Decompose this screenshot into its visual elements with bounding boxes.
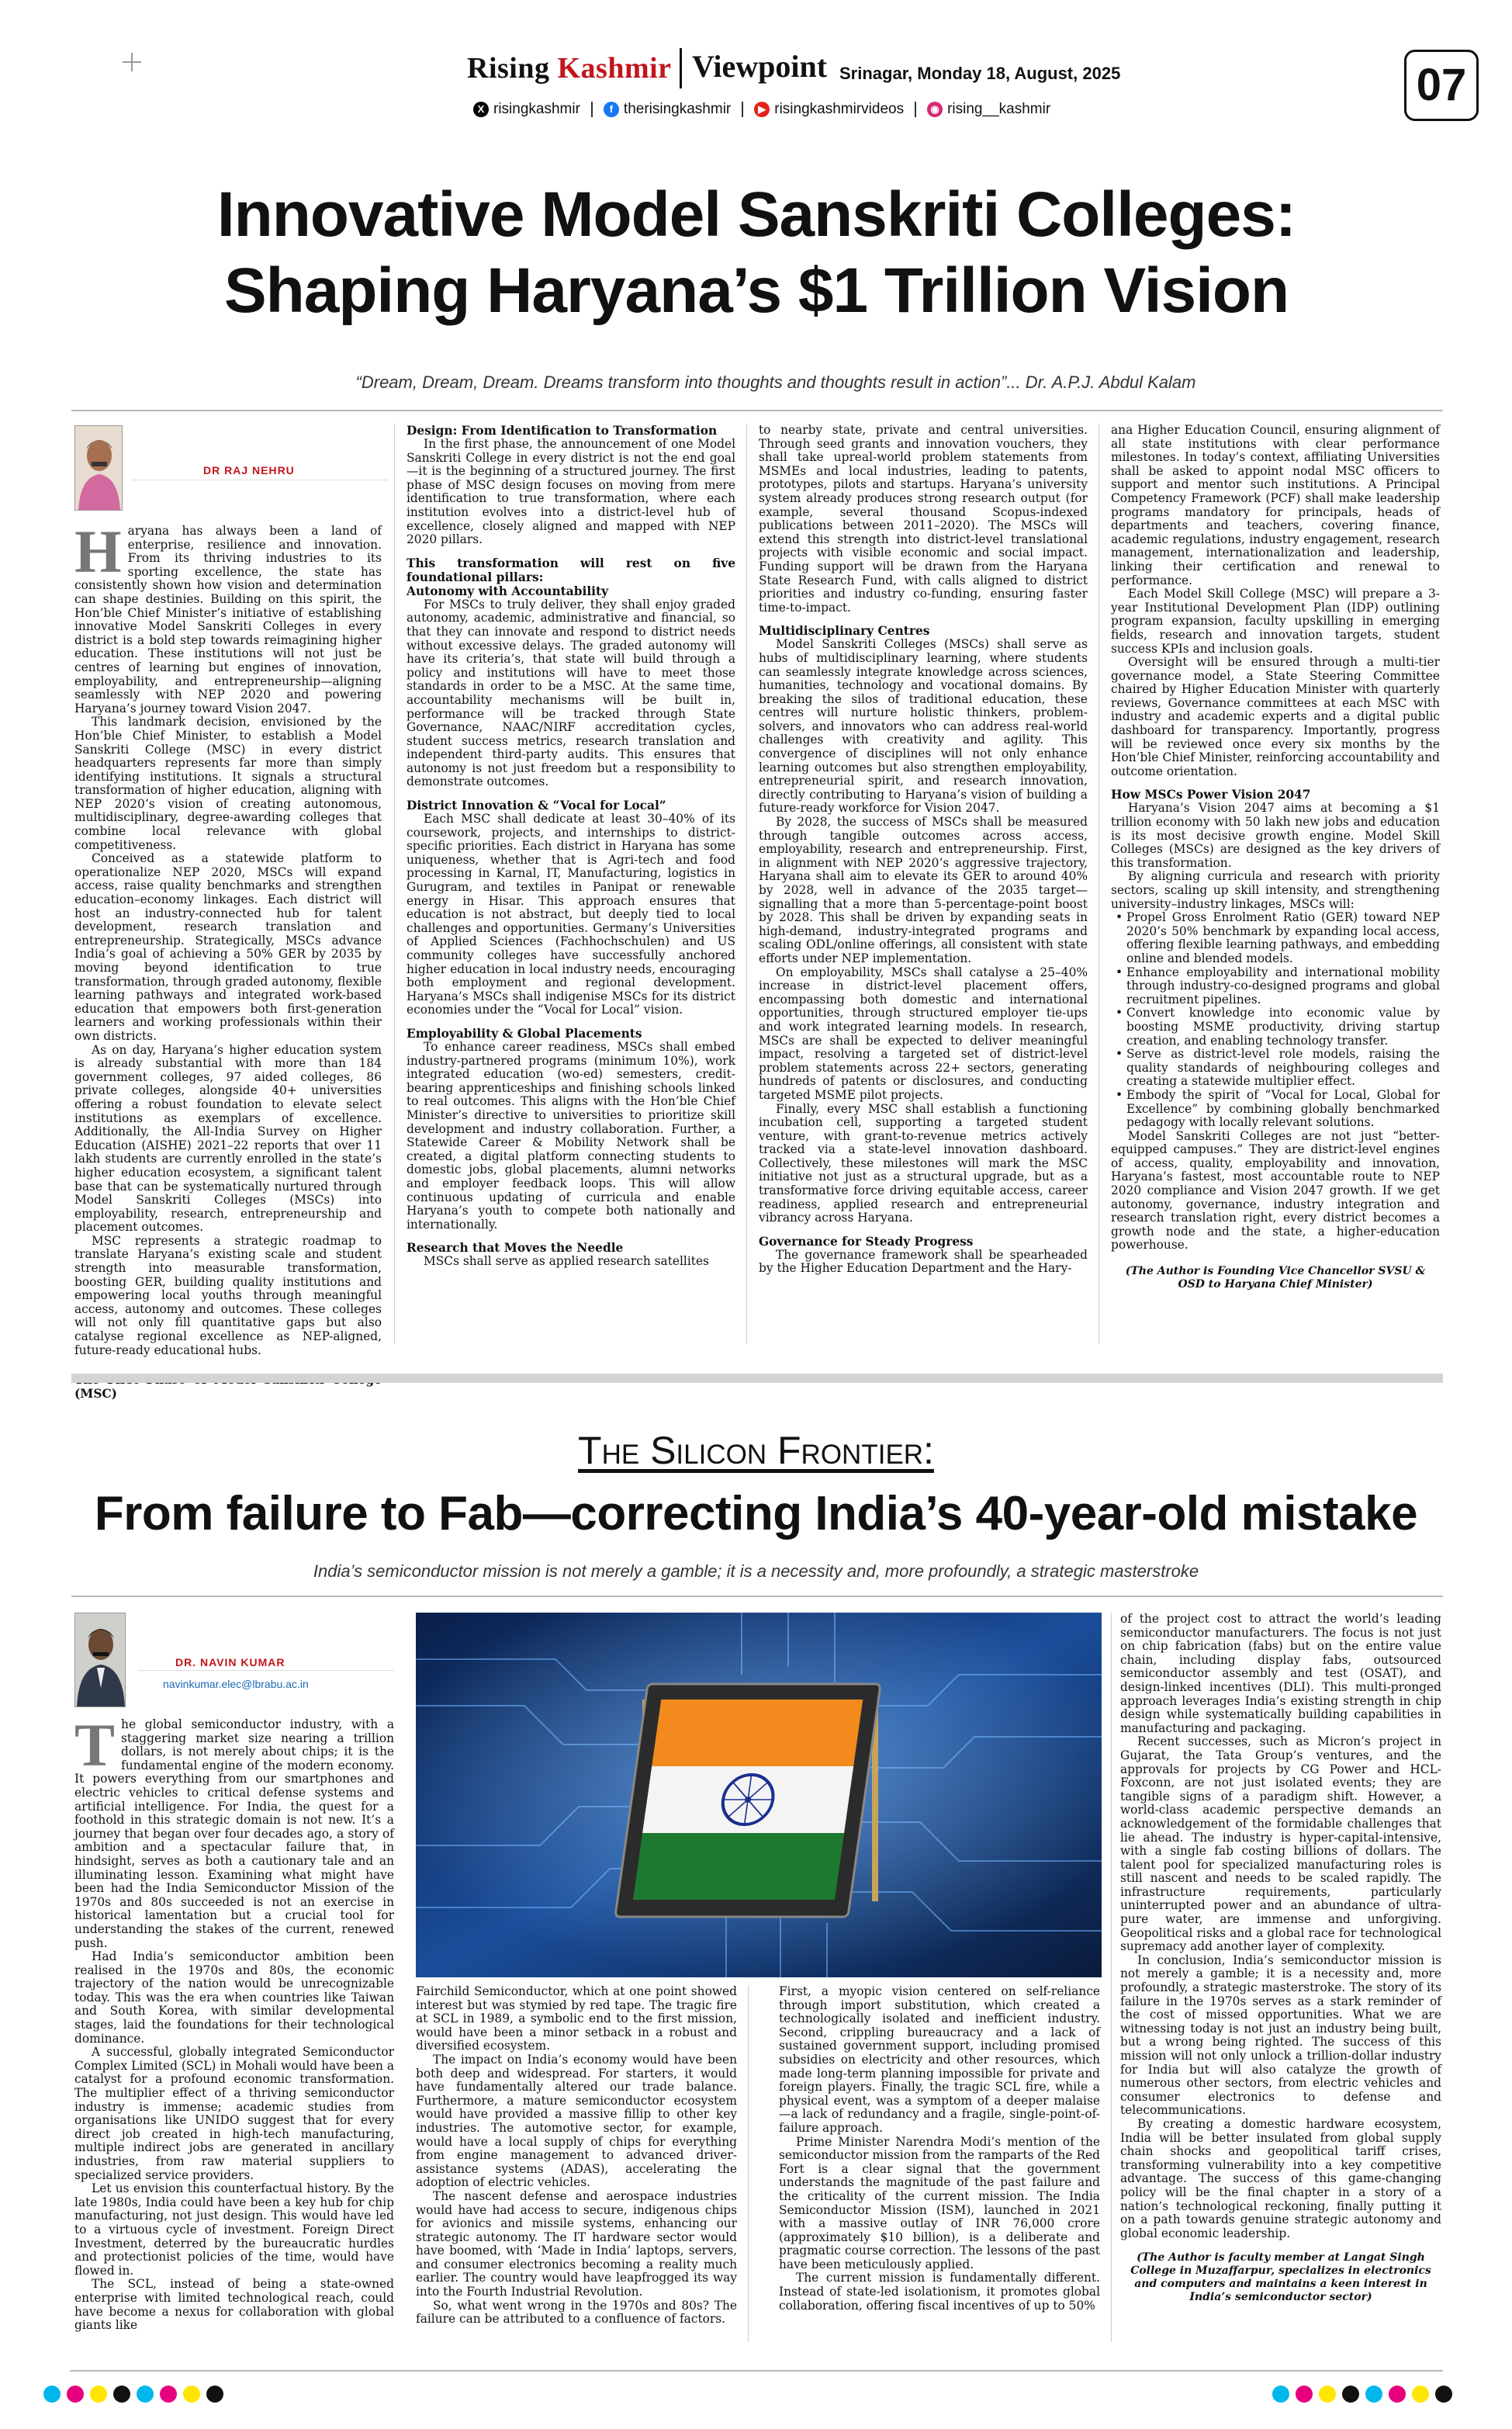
list-item: • Propel Gross Enrolment Ratio (GER) toward NEP 2020’s 50% benchmark by expanding local access, offering flexible learning pathways, and embedding online and blended models. [1111,911,1440,965]
masthead [0,0,1512,136]
social-links [473,101,1050,118]
article2-kicker: The Silicon Frontier: [578,1429,934,1472]
article2-headline: From failure to Fab—correcting India’s 40-year-old mistake [94,1487,1418,1540]
x-icon: X [473,102,489,117]
list-item: • Enhance employability and international mobility through industry-co-designed programs and global recruitment pipelines. [1111,966,1440,1007]
column-divider [1111,1613,1112,2342]
article1-column-4: ana Higher Education Council, ensuring alignment of all state institutions with clear performance milestones. In today’s context, affiliating Universities shall be asked to appoint nodal MSC officers to support and mentor such institutions. A Principal Competency Framework (PCF) shall make leadership programs mandatory for principals, heads of departments and teachers, covering finance, academic regulations, industry engagement, research management, internationalization and leadership, linking their certification and renewal to performance. Each Model Skill College (MSC) will prepare a 3-year Institutional Development Plan (IDP) outlining program expansion, faculty upskilling in emerging fields, research and innovation targets, student success KPIs and inclusion goals. Oversight will be ensured through a multi-tier governance model, a State Steering Committee chaired by Higher Education Minister with quarterly reviews, Governance committees at each MSC with industry and academic experts and a digital public dashboard for transparency. Importantly, progress will be reviewed once every six months by the Hon’ble Chief Minister, reinforcing accountability and outcome orientation. How MSCs Power Vision 2047 Haryana’s Vision 2047 aims at becoming a $1 trillion economy with 50 lakh new jobs and education is its most decisive growth engine. Model Skill Colleges (MSCs) are designed as the key drivers of this transformation. By aligning curricula and research with priority sectors, scaling up skill intensity, and strengthening university–industry linkages, MSCs will: • Propel Gross Enrolment Ratio (GER) toward NEP 2020’s 50% benchmark by expanding local access, offering flexible learning pathways, and embedding online and blended models. • Enhance employability and international mobility through industry-co-designed programs and global recruitment pipelines. • Convert knowledge into economic value by boosting MSME productivity, driving startup creation, and enabling technology transfer. • Serve as district-level role models, raising the quality standards of neighbouring colleges and creating a statewide multiplier effect. • Embody the spirit of “Vocal for Local, Global for Excellence” by combining globally benchmarked pedagogy with locally relevant solutions. Model Sanskriti Colleges are not just “better-equipped campuses.” They are district-level engines of access, quality, employability and innovation, Haryana’s fastest, most accountable route to NEP 2020 compliance and Vision 2047 growth. If we get autonomy, governance, industry integration and research translation right, every district becomes a growth node and the state, a higher-education powerhouse. (The Author is Founding Vice Chancellor SVSU & OSD to Haryana Chief Minister) [1111,424,1440,1291]
article1-quote: “Dream, Dream, Dream. Dreams transform into thoughts and thoughts result in action”... Dr. A.P.J. Abdul Kalam [355,372,1196,392]
article1-author: DR RAJ NEHRU [203,464,295,476]
author-credit: (The Author is Founding Vice Chancellor SVSU & OSD to Haryana Chief Minister) [1125,1265,1426,1291]
author-credit: (The Author is faculty member at Langat Singh College in Muzaffarpur, specializes in electronics and computers and maintains a keen interest in India’s semiconductor sector) [1130,2251,1431,2304]
dateline: Srinagar, Monday 18, August, 2025 [839,64,1121,83]
section-title: Viewpoint [692,49,828,84]
social-divider [915,102,916,117]
social-x[interactable]: X risingkashmir [473,101,580,118]
masthead-divider [680,48,682,88]
article2-column-1: The global semiconductor industry, with a staggering market size nearing a trillion dollars, is not merely about chips; it is the fundamental engine of the modern economy. It powers everything from our smartphones and electric vehicles to critical defense systems and artificial intelligence. For India, the quest for a foothold in this strategic domain is not new. It’s a journey that began over four decades ago, a story of ambition and a spectacular failure that, in hindsight, serves as both a cautionary tale and an illuminating lesson. Examining what might have been had the India Semiconductor Mission of the 1970s and 80s succeeded is not an exercise in historical lamentation but a crucial tool for understanding the stakes of the current, renewed push. Had India’s semiconductor ambition been realised in the 1970s and 80s, the economic trajectory of the nation would be unrecognizable today. This was the era when countries like Taiwan and South Korea, with similar developmental stages, laid the foundations for their technological dominance. A successful, globally integrated Semiconductor Complex Limited (SCL) in Mohali would have been a catalyst for a profound economic transformation. The multiplier effect of a thriving semiconductor industry is immense; academic studies from organisations like UNIDO suggest that for every direct job created in high-tech manufacturing, multiple indirect jobs are generated in ancillary industries, from raw material suppliers to specialized service providers. Let us envision this counterfactual history. By the late 1980s, India could have been a key hub for chip manufacturing, not just design. This would have led to a virtuous cycle of investment. Foreign Direct Investment, deterred by the bureaucratic hurdles and protectionist policies of the time, would have flowed in. The SCL, instead of being a state-owned enterprise with limited technological reach, could have become a nexus for collaboration with global giants like [74,1711,394,2333]
color-registration-bar [43,2386,223,2403]
color-registration-bar [1272,2386,1452,2403]
social-instagram[interactable]: ◉ rising__kashmir [927,101,1050,118]
column-divider [746,424,747,1344]
dropcap: H [74,518,122,585]
article2-quote: India’s semiconductor mission is not merely a gamble; it is a necessity and, more profoundly, a strategic masterstroke [313,1561,1199,1581]
article2-author: DR. NAVIN KUMAR [175,1656,285,1668]
article1-column-2: Design: From Identification to Transformation In the first phase, the announcement of one Model Sanskriti College in every district is not the end goal—it is the beginning of a structured journey. The first phase of MSC design focuses on moving from mere identification to true transformation, where each institution evolves into a district-level hub of excellence, closely aligned and mapped with NEP 2020 pillars. This transformation will rest on five foundational pillars: Autonomy with Accountability For MSCs to truly deliver, they shall enjoy graded autonomy, academic, administrative and financial, so that they can innovate and respond to district needs without excessive delays. The graded autonomy will have its criteria’s, that state will build through a policy and institutions will have to meet those standards in order to be a MSC. At the same time, accountability mechanisms will be built in, performance will be tracked through State Governance, NAAC/NIRF accreditation cycles, student success metrics, research translation and independent third-party audits. This ensures that autonomy is not just freedom but a responsibility to demonstrate outcomes. District Innovation & “Vocal for Local” Each MSC shall dedicate at least 30–40% of its coursework, projects, and internships to district-specific priorities. Each district in Haryana has some uniqueness, whether that is Agri-tech and food processing in Karnal, IT, Manufacturing, logistics in Gurugram, and textiles in Panipat or renewable energy in Hisar. This approach ensures that education is not abstract, but deeply tied to local challenges and opportunities. Germany’s Universities of Applied Sciences (Fachhochschulen) and US community colleges have successfully anchored higher education in local industry needs, encouraging both employment and regional development. Haryana’s MSCs shall indigenise MSCs for its district economies under the “Vocal for Local” vision. Employability & Global Placements To enhance career readiness, MSCs shall embed industry-partnered programs (minimum 10%), work integrated education (wo-ed) semesters, credit-bearing apprenticeships and finishing schools linked to real outcomes. This aligns with the Hon’ble Chief Minister’s directive to universities to prioritize skill development and industry collaboration. Further, a Statewide Career & Mobility Network shall be created, a digital platform connecting students to domestic jobs, global placements, alumni networks and employer feedback loops. This will allow continuous updating of curricula and enable Haryana’s youth to compete both nationally and internationally. Research that Moves the Needle MSCs shall serve as applied research satellites [407,424,735,1269]
facebook-icon: f [604,102,619,117]
divider [71,1596,1443,1597]
article1-headline: Innovative Model Sanskriti Colleges: Shaping Haryana’s $1 Trillion Vision [216,179,1296,326]
divider [71,410,1443,411]
registration-mark-icon [123,53,141,71]
section-separator [71,1374,1443,1383]
social-facebook[interactable]: f therisingkashmir [604,101,731,118]
article1-column-1: Haryana has always been a land of enterprise, resilience and innovation. From its thriving industries to its sporting excellence, the state has consistently shown how vision and determination can shape destinies. Building on this spirit, the Hon’ble Chief Minister’s initiative of establishing innovative Model Sanskriti Colleges in every district is a bold step towards reimagining higher education. These institutions will not just be centres of learning but engines of innovation, employability, and entrepreneurship—aligning seamlessly with NEP 2020 and powering Haryana’s journey toward Vision 2047. This landmark decision, envisioned by the Hon’ble Chief Minister, to establish a Model Sanskriti College (MSC) in every district headquarters represents far more than simply identifying institutions. It signals a structural transformation of higher education, aligning with NEP 2020’s vision of creating autonomous, multidisciplinary, degree-awarding colleges that combine local relevance with global competitiveness. Conceived as a statewide platform to operationalize NEP 2020, MSCs will expand access, raise quality benchmarks and strengthen education–economy linkages. Each district will host an industry-connected hub for talent development, research translation and entrepreneurship. Strategically, MSCs advance India’s goal of achieving a 50% GER by 2035 by moving beyond identification to true transformation, through graded autonomy, flexible learning pathways and integrated work-based education that empowers both first-generation learners and working professionals within their own districts. As on day, Haryana’s higher education system is already substantial with more than 184 government colleges, 97 aided colleges, 86 private colleges, alongside 40+ universities offering a robust foundation to elevate select institutions as exemplars of excellence. Additionally, the All-India Survey on Higher Education (AISHE) 2021–22 reports that over 11 lakh students are currently enrolled in the state’s higher education ecosystem, a significant talent base that can be systematically nurtured through Model Sanskriti Colleges (MSCs) into employability, research, entrepreneurship and placement outcomes. MSC represents a strategic roadmap to translate Haryana’s existing scale and student strength into measurable transformation, boosting GER, building quality institutions and empowering local youths through meaningful access, autonomy and outcomes. These colleges will not only fill quantitative gaps but also catalyse regional excellence as NEP-aligned, future-ready educational hubs. (MSC) [74,518,382,1402]
author-email-link[interactable]: navinkumar.elec@lbrabu.ac.in [163,1678,309,1690]
social-divider [591,102,593,117]
article2-column-2: Fairchild Semiconductor, which at one point showed interest but was stymied by red tape. The tragic fire at SCL in 1989, a symbolic end to the first mission, would have been a minor setback in a robust and diversified ecosystem. The impact on India’s economy would have been both deep and widespread. For starters, it would have fundamentally altered our trade balance. Furthermore, a mature semiconductor ecosystem would have provided a massive fillip to other key industries. The automotive sector, for example, would have a local supply of chips for everything from engine management to advanced driver-assistance systems (ADAS), accelerating the adoption of electric vehicles. The nascent defense and aerospace industries would have had access to secure, indigenous chips for avionics and missile systems, enhancing our strategic autonomy. The IT hardware sector would have boomed, with ‘Made in India’ laptops, servers, and consumer electronics becoming a reality much earlier. The country would have leapfrogged its way into the Fourth Industrial Revolution. So, what went wrong in the 1970s and 80s? The failure can be attributed to a confluence of factors. [416,1984,737,2327]
column-divider [394,424,395,1344]
list-item: • Embody the spirit of “Vocal for Local, Global for Excellence” by combining globally benchmarked pedagogy with locally relevant solutions. [1111,1089,1440,1130]
social-youtube[interactable]: ▶ risingkashmirvideos [754,101,904,118]
article2-column-4: of the project cost to attract the world’s leading semiconductor manufacturers. The focus is not just on chip fabrication (fabs) but on the entire value chain, including display fabs, outsourced semiconductor assembly and test (OSAT), and design-linked incentives (DLI). This multi-pronged approach leverages India’s existing strength in chip design while systematically building capabilities in manufacturing and packaging. Recent successes, such as Micron’s project in Gujarat, the Tata Group’s ventures, and the approvals for projects by CG Power and HCL-Foxconn, are not just isolated events; they are tangible signs of a paradigm shift. However, a world-class academic perspective demands an acknowledgement of the formidable challenges that lie ahead. The industry is hyper-capital-intensive, with a single fab costing billions of dollars. The talent pool for specialized manufacturing roles is still nascent and needs to be scaled rapidly. The infrastructure requirements, particularly uninterrupted power and an abundance of ultra-pure water, are immense and unforgiving. Geopolitical risks and a global race for technological supremacy add another layer of complexity. In conclusion, India’s semiconductor mission is not merely a gamble; it is a necessity and, more profoundly, a strategic masterstroke. The story of its failure in the 1970s serves as a stark reminder of the cost of missed opportunities. What we are witnessing today is not just an industry being built, but a wrong being righted. The success of this mission will not only unlock a trillion-dollar industry for India but will also catalyze the growth of numerous other sectors, from electric vehicles and consumer electronics to defense and telecommunications. By creating a domestic hardware ecosystem, India will be better insulated from global supply chain shocks and geopolitical tariff crises, transforming vulnerability into a key competitive advantage. The success of this game-changing policy will be the final chapter in a story of a nation’s technological reckoning, finally putting it on a path towards genuine strategic autonomy and global economic leadership. (The Author is faculty member at Langat Singh College in Muzaffarpur, specializes in electronics and computers and maintains a keen interest in India’s semiconductor sector) [1120,1612,1441,2304]
author-photo [74,425,123,511]
divider [70,2370,1443,2372]
column-divider [748,1985,749,2342]
youtube-icon: ▶ [754,102,770,117]
article1-column-3: to nearby state, private and central universities. Through seed grants and innovation vouchers, they shall take upreal-world problem statements from MSMEs and local industries, leading to patents, prototypes, pilots and startups. Haryana’s university system already produces strong research output (for example, several thousand Scopus-indexed publications between 2011–2020). The MSCs will extend this strength into district-level translational projects with visible economic and social impact. Funding support will be drawn from the Haryana State Research Fund, with calls aligned to district priorities and industry co-funding, ensuring faster time-to-impact. Multidisciplinary Centres Model Sanskriti Colleges (MSCs) shall serve as hubs of multidisciplinary learning, where students can seamlessly integrate knowledge across sciences, humanities, technology and vocational domains. By breaking the silos of traditional education, these centres will nurture holistic thinkers, problem-solvers, and innovators who can address real-world challenges with creativity and agility. This convergence of disciplines will not only enhance learning outcomes but also strengthen employability, entrepreneurial spirit, and research innovation, directly contributing to Haryana’s vision of building a future-ready workforce for Vision 2047. By 2028, the success of MSCs shall be measured through tangible outcomes across access, employability, research and entrepreneurship. First, in alignment with NEP 2020’s aggressive trajectory, Haryana shall aim to elevate its GER to around 40% by 2028, well in advance of the 2035 target—signalling that a more than 5-percentage-point boost by 2028. This shall be driven by expanding seats in high-demand, industry-integrated programs and scaling ODL/online offerings, all consistent with state efforts under NEP implementation. On employability, MSCs shall catalyse a 25–40% increase in district-level placement offers, encompassing both domestic and international opportunities, through structured employer tie-ups and work integrated learning models. In research, MSCs are shall be expected to deliver meaningful impact, resolving a targeted set of district-level problem statements across 22+ sectors, generating hundreds of patents or disclosures, and conducting targeted MSME pilot projects. Finally, every MSC shall establish a functioning incubation cell, supporting a targeted student venture, with grant-to-revenue metrics actively tracked via a state-level innovation dashboard. Collectively, these milestones will mark the MSC initiative not just as a structural upgrade, but as a transformative force driving equitable access, career readiness, applied research and entrepreneurial vibrancy across Haryana. Governance for Steady Progress The governance framework shall be spearheaded by the Higher Education Department and the Hary- [759,423,1088,1276]
instagram-icon: ◉ [927,102,943,117]
list-item: • Serve as district-level role models, raising the quality standards of neighbouring colleges and creating a statewide multiplier effect. [1111,1048,1440,1089]
brand-logo: Rising Kashmir [467,52,672,85]
article2-column-3: First, a myopic vision centered on self-reliance through import substitution, which created a technologically isolated and inefficient industry. Second, crippling bureaucracy and a lack of sustained government support, including promised subsidies on electricity and other resources, which made long-term planning impossible for private and foreign players. Finally, the tragic SCL fire, while a physical event, was a symptom of a deeper malaise—a lack of redundancy and a fragile, single-point-of-failure approach. Prime Minister Narendra Modi’s mention of the semiconductor mission from the ramparts of the Red Fort is a clear signal that the government understands the magnitude of the past failure and the criticality of the current mission. The India Semiconductor Mission (ISM), launched in 2021 with a massive outlay of INR 76,000 crore (approximately $10 billion), is a deliberate and pragmatic course correction. The lessons of the past have been meticulously applied. The current mission is fundamentally different. Instead of state-led isolationism, it promotes global collaboration, offering fiscal incentives of up to 50% [779,1984,1100,2313]
divider [138,1670,394,1671]
semiconductor-flag-chip-image [416,1613,1102,1977]
dropcap: T [74,1711,116,1779]
author-photo [74,1613,126,1707]
list-item: • Convert knowledge into economic value by boosting MSME productivity, driving startup creation, and enabling technology transfer. [1111,1007,1440,1048]
social-divider [742,102,743,117]
page-number: 07 [1404,50,1479,121]
